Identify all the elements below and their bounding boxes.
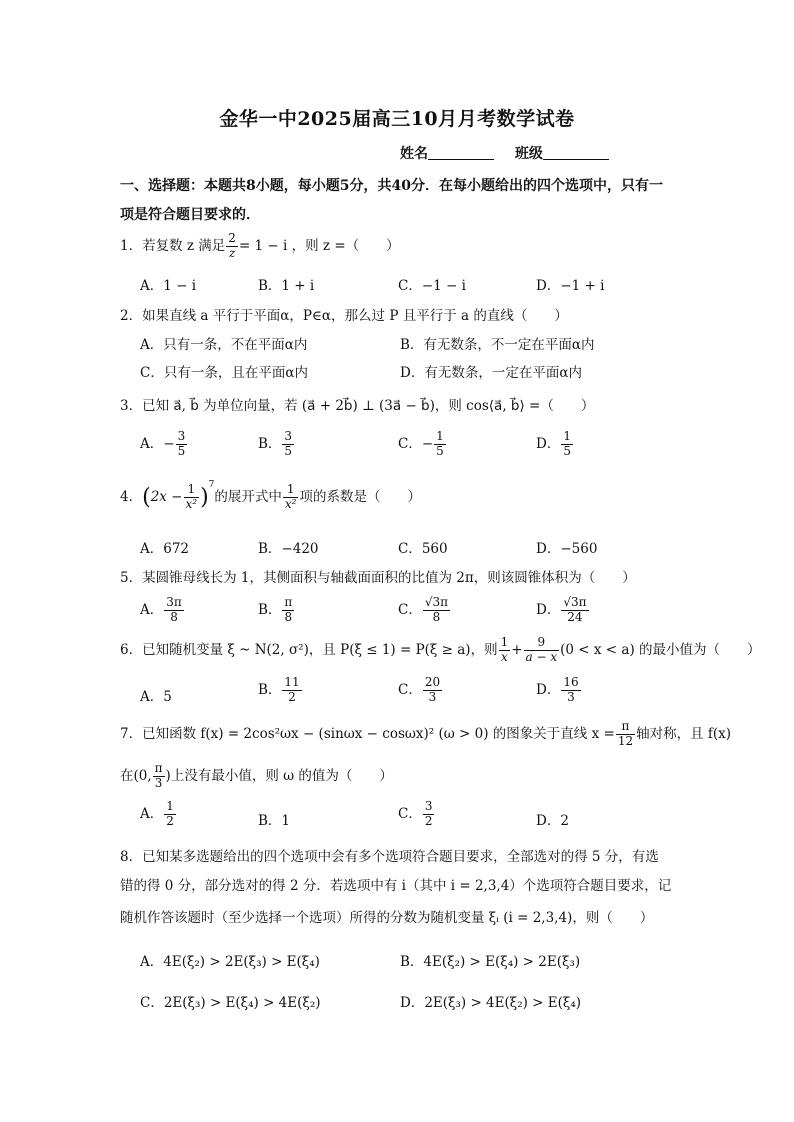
question-7 (120, 720, 731, 749)
frac-numerator: 1 (283, 483, 299, 498)
option-label: A． (140, 805, 164, 822)
q6-option-a: A．5 (140, 689, 172, 705)
q6-option-d (536, 676, 582, 705)
frac-denominator: 24 (567, 609, 583, 624)
frac-denominator: 5 (563, 443, 571, 458)
question-8-cont-2: 随机作答该题时（至少选择一个选项）所得的分数为随机变量 ξᵢ (i = 2,3,4)，则（ ） (120, 910, 654, 926)
option-fraction (423, 676, 442, 705)
frac-denominator: 12 (617, 733, 634, 748)
plus-sign: + (511, 641, 523, 658)
q4-option-a: A．672 (140, 541, 190, 557)
frac-numerator: 3π (166, 595, 182, 609)
q5-option-b (258, 596, 295, 625)
q4-term-fraction (283, 483, 299, 512)
option-label: A． (140, 601, 164, 618)
frac-numerator: 1 (436, 429, 444, 443)
question-2: 2．如果直线 a 平行于平面α，P∈α，那么过 P 且平行于 a 的直线（ ） (120, 308, 568, 324)
frac-denominator: 8 (170, 609, 178, 624)
q4-stem: 的展开式中 (214, 489, 282, 505)
section-heading-cont: 项是符合题目要求的． (120, 207, 260, 223)
q3-option-c (398, 430, 447, 459)
option-label: C． (398, 805, 422, 822)
q3-option-b (258, 430, 295, 459)
frac-denominator: 5 (436, 443, 444, 458)
frac-denominator: 8 (432, 609, 441, 624)
option-label: D． (536, 601, 561, 618)
option-label: B． (258, 681, 282, 698)
name-label: 姓名 (400, 146, 428, 162)
q7-option-d: D．2 (536, 813, 569, 829)
q4-option-b: B．−420 (258, 541, 319, 557)
frac-numerator: π (284, 595, 293, 609)
option-label: A． (140, 435, 164, 452)
class-blank (543, 145, 609, 160)
frac-numerator: 3 (424, 799, 433, 813)
question-4 (120, 480, 421, 512)
frac-numerator: 3 (284, 429, 293, 443)
option-label: D． (536, 435, 561, 452)
option-label: C． (398, 435, 422, 452)
option-fraction (176, 430, 188, 459)
minus-sign: − (421, 435, 434, 452)
q7-stem-end: 轴对称，且 f(x) (636, 725, 732, 742)
question-3: 3．已知 a⃗, b⃗ 为单位向量，若 (a⃗ + 2b⃗) ⊥ (3a⃗ − b⃗)，则 cos⟨a⃗, b⃗⟩ =（ ） (120, 398, 595, 414)
q4-base-fraction (184, 483, 200, 512)
frac-numerator: 1 (563, 429, 571, 443)
question-1 (120, 232, 400, 261)
question-7-cont (120, 762, 393, 791)
q6-fraction-1 (499, 636, 511, 665)
option-fraction (561, 596, 588, 625)
q6-option-c (398, 676, 443, 705)
q8-option-c: C．2E(ξ₃) > E(ξ₄) > 4E(ξ₂) (140, 995, 321, 1011)
option-fraction (434, 430, 446, 459)
question-6 (120, 636, 761, 665)
frac-denominator: 2 (288, 689, 296, 704)
frac-numerator: 9 (524, 636, 560, 651)
frac-denominator: 3 (567, 689, 575, 704)
q6-stem-end: (0 < x < a) 的最小值为（ ） (560, 641, 761, 658)
q5-option-d (536, 596, 590, 625)
q7-stem: 7．已知函数 f(x) = 2cos²ωx − (sinωx − cosωx)² (ω > 0) 的图象关于直线 x = (120, 725, 615, 742)
q1-option-b: B．1 + i (258, 278, 315, 294)
q7-option-c (398, 800, 435, 829)
q2-option-a: A．只有一条，不在平面α内 (140, 337, 308, 353)
q1-stem: 1．若复数 z 满足 (120, 237, 226, 254)
frac-denominator: x² (284, 497, 297, 511)
name-class-bar (400, 143, 625, 163)
frac-numerator: 1 (500, 635, 509, 649)
frac-denominator: a − x (525, 649, 558, 664)
frac-numerator: √3π (424, 595, 449, 609)
option-label: B． (258, 435, 282, 452)
option-fraction (423, 800, 435, 829)
q7-line2-end: 上没有最小值，则 ω 的值为（ ） (170, 767, 393, 784)
question-8: 8．已知某多选题给出的四个选项中会有多个选项符合题目要求，全部选对的得 5 分，有选 (120, 849, 659, 865)
page-title: 金华一中2025届高三10月月考数学试卷 (219, 108, 575, 130)
name-blank (428, 145, 494, 160)
q5-option-c (398, 596, 451, 625)
q7-line2-start: 在 (120, 767, 134, 784)
question-8-cont-1: 错的得 0 分，部分选对的得 2 分．若选项中有 i（其中 i = 2,3,4）个选项符合题目要求，记 (120, 878, 672, 894)
frac-numerator: √3π (563, 595, 587, 609)
option-fraction (561, 676, 580, 705)
left-paren: ( (142, 485, 151, 510)
q4-stem-end: 项的系数是（ ） (299, 489, 421, 505)
frac-denominator: 3 (154, 775, 163, 790)
q1-option-c: C．−1 − i (398, 278, 466, 294)
frac-denominator: 2 (424, 813, 433, 828)
q1-option-a: A．1 − i (140, 278, 197, 294)
option-label: D． (536, 681, 561, 698)
frac-numerator: 1 (184, 483, 200, 498)
frac-numerator: 1 (166, 799, 174, 813)
frac-denominator: 5 (177, 443, 186, 458)
q4-base: 2x − (150, 489, 183, 505)
section-heading: 一、选择题：本题共8小题，每小题5分，共40分．在每小题给出的四个选项中，只有一 (120, 178, 663, 194)
frac-denominator: 3 (428, 689, 437, 704)
frac-numerator: π (154, 761, 163, 775)
option-fraction (164, 596, 184, 625)
q2-option-d: D．有无数条，一定在平面α内 (400, 365, 582, 381)
q6-fraction-2 (524, 636, 560, 665)
q2-option-c: C．只有一条，且在平面α内 (140, 365, 308, 381)
q1-option-d: D．−1 + i (536, 278, 605, 294)
frac-denominator: x (501, 649, 508, 664)
q2-option-b: B．有无数条，不一定在平面α内 (400, 337, 595, 353)
frac-numerator: 16 (563, 675, 579, 689)
frac-numerator: π (616, 720, 635, 735)
frac-numerator: 11 (284, 675, 300, 689)
interval-open: (0, (133, 767, 152, 784)
frac-denominator: 5 (284, 443, 293, 458)
frac-numerator: 20 (424, 675, 441, 689)
q5-option-a (140, 596, 185, 625)
q3-option-d (536, 430, 574, 459)
option-fraction (282, 430, 294, 459)
minus-sign: − (163, 435, 175, 452)
q4-number: 4． (120, 489, 143, 505)
option-fraction (282, 596, 294, 625)
interval-close: ) (165, 767, 171, 784)
q6-option-b (258, 676, 303, 705)
frac-denominator: 2 (166, 813, 174, 828)
q6-stem: 6．已知随机变量 ξ ~ N(2, σ²)，且 P(ξ ≤ 1) = P(ξ ≥ a)，则 (120, 641, 498, 658)
frac-denominator: 8 (284, 609, 293, 624)
q7-option-b: B．1 (258, 813, 291, 829)
option-fraction (423, 596, 450, 625)
option-label: C． (398, 601, 422, 618)
q4-option-c: C．560 (398, 541, 448, 557)
q8-option-d: D．2E(ξ₃) > 4E(ξ₂) > E(ξ₄) (400, 995, 581, 1011)
q7-fraction (616, 720, 635, 749)
frac-numerator: 3 (177, 429, 186, 443)
interval-fraction (153, 762, 165, 791)
q4-option-d: D．−560 (536, 541, 598, 557)
q8-option-b: B．4E(ξ₂) > E(ξ₄) > 2E(ξ₃) (400, 954, 581, 970)
option-fraction (282, 676, 301, 705)
right-paren: ) (200, 485, 209, 510)
q1-stem-end: = 1 − i ，则 z =（ ） (238, 237, 400, 254)
question-5: 5．某圆锥母线长为 1，其侧面积与轴截面面积的比值为 2π，则该圆锥体积为（ ） (120, 570, 636, 586)
option-label: B． (258, 601, 282, 618)
option-label: C． (398, 681, 422, 698)
q7-option-a (140, 800, 177, 829)
class-label: 班级 (514, 146, 543, 162)
frac-numerator: 2 (228, 231, 236, 245)
option-fraction (164, 800, 176, 829)
frac-denominator: x² (185, 497, 198, 511)
frac-denominator: z (228, 245, 236, 260)
q4-exponent: 7 (208, 480, 215, 490)
q3-option-a (140, 430, 188, 459)
option-fraction (561, 430, 573, 459)
q1-fraction (226, 232, 238, 261)
q8-option-a: A．4E(ξ₂) > 2E(ξ₃) > E(ξ₄) (140, 954, 320, 970)
